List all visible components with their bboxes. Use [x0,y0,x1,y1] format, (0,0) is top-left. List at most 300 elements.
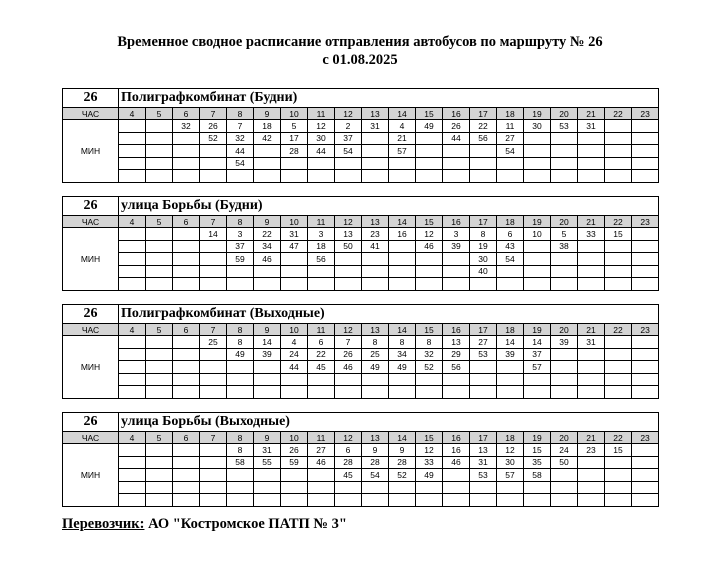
minutes-row [63,120,659,133]
carrier-name: АО "Костромское ПАТП № 3" [144,516,347,532]
hour-cell: 20 [551,324,578,336]
minute-cell: 31 [254,444,281,457]
minute-cell [281,494,308,507]
hour-cell: 21 [578,108,605,120]
minute-cell [551,494,578,507]
hour-cell: 14 [389,108,416,120]
schedule-block [62,88,658,183]
minute-cell [416,170,443,183]
minute-cell [308,481,335,494]
minutes-label: МИН [63,120,119,183]
minute-cell: 49 [389,361,416,374]
schedule-block [62,412,658,507]
minute-cell: 54 [335,145,362,158]
minute-cell [605,348,632,361]
minute-cell: 59 [281,456,308,469]
hour-cell: 22 [605,432,632,444]
minute-cell [146,494,173,507]
hour-cell: 14 [389,324,416,336]
minute-cell: 34 [254,240,281,253]
hour-cell: 5 [146,432,173,444]
minute-cell: 22 [254,228,281,241]
minute-cell [470,278,497,291]
minute-cell: 19 [470,240,497,253]
hour-cell: 10 [281,324,308,336]
minute-cell: 15 [524,444,551,457]
hour-cell: 19 [524,324,551,336]
minute-cell [146,278,173,291]
minute-cell [443,278,470,291]
minute-cell: 57 [524,361,551,374]
minute-cell [119,481,146,494]
minute-cell: 6 [335,444,362,457]
minute-cell [632,278,659,291]
minute-cell [362,386,389,399]
minute-cell [281,265,308,278]
minute-cell: 23 [362,228,389,241]
minute-cell [416,278,443,291]
hour-cell: 5 [146,108,173,120]
minute-cell [281,253,308,266]
minute-cell [335,481,362,494]
minute-cell [146,228,173,241]
minute-cell: 5 [281,120,308,133]
minute-cell [551,157,578,170]
minute-cell [362,373,389,386]
minute-cell [605,494,632,507]
minute-cell [551,469,578,482]
minutes-row [63,386,659,399]
hour-cell: 6 [173,324,200,336]
minute-cell [335,278,362,291]
minute-cell [605,253,632,266]
minute-cell [362,170,389,183]
minute-cell: 27 [470,336,497,349]
minute-cell [443,265,470,278]
hour-cell: 5 [146,216,173,228]
minute-cell: 35 [524,456,551,469]
minutes-row [63,494,659,507]
minutes-row [63,240,659,253]
hour-cell: 11 [308,324,335,336]
minute-cell [200,386,227,399]
hour-cell: 18 [497,432,524,444]
minutes-row [63,348,659,361]
minute-cell: 6 [497,228,524,241]
hour-cell: 9 [254,108,281,120]
minute-cell: 56 [470,132,497,145]
minute-cell [497,278,524,291]
minute-cell [227,265,254,278]
hour-cell: 18 [497,216,524,228]
minute-cell [254,145,281,158]
minute-cell [551,278,578,291]
minute-cell: 41 [362,240,389,253]
minute-cell [254,278,281,291]
minute-cell [605,386,632,399]
minute-cell [497,386,524,399]
schedule-table [62,412,659,507]
hour-cell: 14 [389,216,416,228]
minute-cell [551,361,578,374]
minute-cell: 8 [362,336,389,349]
hour-cell: 15 [416,324,443,336]
minute-cell [200,373,227,386]
minute-cell: 28 [362,456,389,469]
minute-cell: 53 [470,469,497,482]
minute-cell: 58 [227,456,254,469]
stop-name: Полиграфкомбинат (Выходные) [119,305,659,324]
schedule-block [62,196,658,291]
hour-cell: 4 [119,216,146,228]
minute-cell [632,348,659,361]
minute-cell: 38 [551,240,578,253]
minute-cell: 2 [335,120,362,133]
minute-cell [551,386,578,399]
minute-cell [605,240,632,253]
minute-cell [524,145,551,158]
minute-cell: 31 [470,456,497,469]
minute-cell: 31 [578,120,605,133]
minute-cell [578,469,605,482]
minute-cell [578,348,605,361]
minute-cell [281,278,308,291]
hour-cell: 19 [524,216,551,228]
minute-cell [227,469,254,482]
hour-cell: 15 [416,216,443,228]
minute-cell: 8 [416,336,443,349]
minute-cell [389,386,416,399]
minute-cell: 46 [335,361,362,374]
minute-cell [119,444,146,457]
minute-cell [308,469,335,482]
minute-cell: 49 [416,120,443,133]
minute-cell [416,386,443,399]
minute-cell: 16 [389,228,416,241]
minute-cell [173,240,200,253]
hour-cell: 10 [281,432,308,444]
minute-cell [416,253,443,266]
minute-cell: 25 [362,348,389,361]
minute-cell [200,145,227,158]
hour-cell: 11 [308,216,335,228]
minute-cell: 18 [308,240,335,253]
minute-cell [254,361,281,374]
minute-cell [119,170,146,183]
minute-cell [605,456,632,469]
minute-cell [281,373,308,386]
minute-cell [173,361,200,374]
minute-cell [227,386,254,399]
minute-cell: 13 [335,228,362,241]
minute-cell [578,253,605,266]
minute-cell [524,386,551,399]
minute-cell: 11 [497,120,524,133]
hour-cell: 15 [416,108,443,120]
minute-cell [389,265,416,278]
minute-cell [119,145,146,158]
hour-cell: 22 [605,324,632,336]
minutes-row [63,157,659,170]
hour-cell: 8 [227,216,254,228]
minute-cell [227,373,254,386]
minute-cell [173,481,200,494]
minute-cell: 21 [389,132,416,145]
minute-cell [200,157,227,170]
minute-cell: 12 [416,444,443,457]
minute-cell [497,265,524,278]
title-line-2: с 01.08.2025 [322,52,398,68]
hour-cell: 13 [362,324,389,336]
minute-cell: 3 [227,228,254,241]
minute-cell [227,361,254,374]
minute-cell [173,278,200,291]
minute-cell: 22 [308,348,335,361]
minute-cell: 52 [416,361,443,374]
minute-cell [443,253,470,266]
minute-cell [173,469,200,482]
minute-cell: 8 [227,444,254,457]
hour-cell: 18 [497,324,524,336]
hour-cell: 12 [335,216,362,228]
minute-cell [470,373,497,386]
hour-cell: 4 [119,108,146,120]
minute-cell [389,373,416,386]
minute-cell [605,481,632,494]
minute-cell [146,469,173,482]
minute-cell [416,132,443,145]
minute-cell [200,265,227,278]
hour-cell: 11 [308,108,335,120]
minute-cell: 14 [524,336,551,349]
minute-cell [146,240,173,253]
minute-cell [173,494,200,507]
minute-cell [443,145,470,158]
minute-cell [146,456,173,469]
minute-cell [632,253,659,266]
hour-cell: 16 [443,432,470,444]
minute-cell: 24 [551,444,578,457]
hour-cell: 20 [551,108,578,120]
minute-cell [470,145,497,158]
minute-cell: 17 [281,132,308,145]
minute-cell [470,170,497,183]
minute-cell: 56 [308,253,335,266]
minute-cell [146,265,173,278]
hour-cell: 19 [524,432,551,444]
minute-cell [416,265,443,278]
minute-cell [578,265,605,278]
hour-cell: 4 [119,432,146,444]
minute-cell: 18 [254,120,281,133]
hour-cell: 22 [605,216,632,228]
hour-cell: 6 [173,108,200,120]
minute-cell [200,481,227,494]
minute-cell [173,132,200,145]
minute-cell: 30 [308,132,335,145]
route-number: 26 [63,89,119,108]
route-number: 26 [63,305,119,324]
hour-cell: 16 [443,108,470,120]
minute-cell [605,132,632,145]
minute-cell [605,120,632,133]
hour-cell: 8 [227,324,254,336]
minute-cell [389,170,416,183]
minute-cell [389,494,416,507]
minute-cell: 46 [416,240,443,253]
minute-cell [146,444,173,457]
minute-cell [524,132,551,145]
minute-cell: 3 [443,228,470,241]
minute-cell [362,265,389,278]
hour-cell: 17 [470,324,497,336]
hour-cell: 12 [335,324,362,336]
minute-cell [632,494,659,507]
minute-cell [119,386,146,399]
hour-cell: 10 [281,216,308,228]
minute-cell [632,361,659,374]
minute-cell [524,373,551,386]
minute-cell: 47 [281,240,308,253]
minute-cell [173,456,200,469]
carrier-label: Перевозчик: [62,516,145,532]
minute-cell: 32 [227,132,254,145]
minute-cell [443,494,470,507]
minute-cell [470,157,497,170]
hour-label: ЧАС [63,216,119,228]
minute-cell: 39 [254,348,281,361]
minute-cell [524,240,551,253]
minute-cell [200,278,227,291]
minute-cell: 30 [497,456,524,469]
minute-cell [605,278,632,291]
hour-cell: 23 [632,216,659,228]
minute-cell [335,170,362,183]
minute-cell [524,278,551,291]
minute-cell [551,145,578,158]
minute-cell [173,444,200,457]
hour-cell: 13 [362,216,389,228]
minute-cell: 50 [551,456,578,469]
minute-cell [389,240,416,253]
minute-cell: 8 [389,336,416,349]
minute-cell: 54 [362,469,389,482]
minute-cell [578,386,605,399]
minute-cell [470,494,497,507]
minute-cell: 45 [335,469,362,482]
minute-cell: 40 [470,265,497,278]
hour-cell: 12 [335,108,362,120]
minute-cell [173,348,200,361]
hour-label: ЧАС [63,432,119,444]
hour-cell: 22 [605,108,632,120]
minute-cell: 37 [335,132,362,145]
minute-cell: 54 [497,253,524,266]
minute-cell [632,240,659,253]
hour-cell: 6 [173,432,200,444]
minute-cell [335,386,362,399]
minute-cell: 52 [200,132,227,145]
minute-cell [227,494,254,507]
hour-cell: 7 [200,432,227,444]
minute-cell [119,348,146,361]
minute-cell: 9 [362,444,389,457]
minute-cell [389,253,416,266]
minutes-row [63,361,659,374]
stop-name: улица Борьбы (Выходные) [119,413,659,432]
minute-cell: 45 [308,361,335,374]
minutes-label: МИН [63,336,119,399]
minute-cell [389,278,416,291]
minutes-row [63,336,659,349]
minute-cell [200,170,227,183]
minute-cell [443,469,470,482]
minute-cell [470,386,497,399]
minute-cell [146,170,173,183]
minute-cell: 31 [362,120,389,133]
hour-cell: 4 [119,324,146,336]
minute-cell: 44 [227,145,254,158]
hour-cell: 23 [632,324,659,336]
minute-cell: 46 [254,253,281,266]
minute-cell: 3 [308,228,335,241]
minute-cell [362,145,389,158]
minute-cell [173,265,200,278]
minute-cell [416,373,443,386]
hour-cell: 9 [254,432,281,444]
minute-cell [335,157,362,170]
minute-cell [173,253,200,266]
minute-cell [362,278,389,291]
schedule-table [62,88,659,183]
minute-cell [416,481,443,494]
hour-cell: 7 [200,324,227,336]
minute-cell: 46 [308,456,335,469]
minute-cell [362,132,389,145]
minute-cell: 28 [335,456,362,469]
minute-cell [308,386,335,399]
minute-cell [443,157,470,170]
minute-cell: 9 [389,444,416,457]
minute-cell [200,494,227,507]
minute-cell [605,361,632,374]
minute-cell [227,481,254,494]
minute-cell [119,373,146,386]
minute-cell [146,348,173,361]
minute-cell [497,157,524,170]
minute-cell [632,456,659,469]
minute-cell [119,228,146,241]
minute-cell [632,336,659,349]
minute-cell: 44 [443,132,470,145]
minutes-row [63,469,659,482]
minute-cell [335,253,362,266]
minute-cell: 53 [551,120,578,133]
minute-cell: 8 [227,336,254,349]
minutes-label: МИН [63,444,119,507]
minute-cell [254,469,281,482]
minute-cell [632,132,659,145]
minute-cell [578,170,605,183]
minute-cell [551,132,578,145]
minute-cell: 39 [551,336,578,349]
minute-cell [551,373,578,386]
minute-cell [227,278,254,291]
minute-cell [173,373,200,386]
minute-cell: 44 [308,145,335,158]
minute-cell [119,132,146,145]
minute-cell [173,157,200,170]
